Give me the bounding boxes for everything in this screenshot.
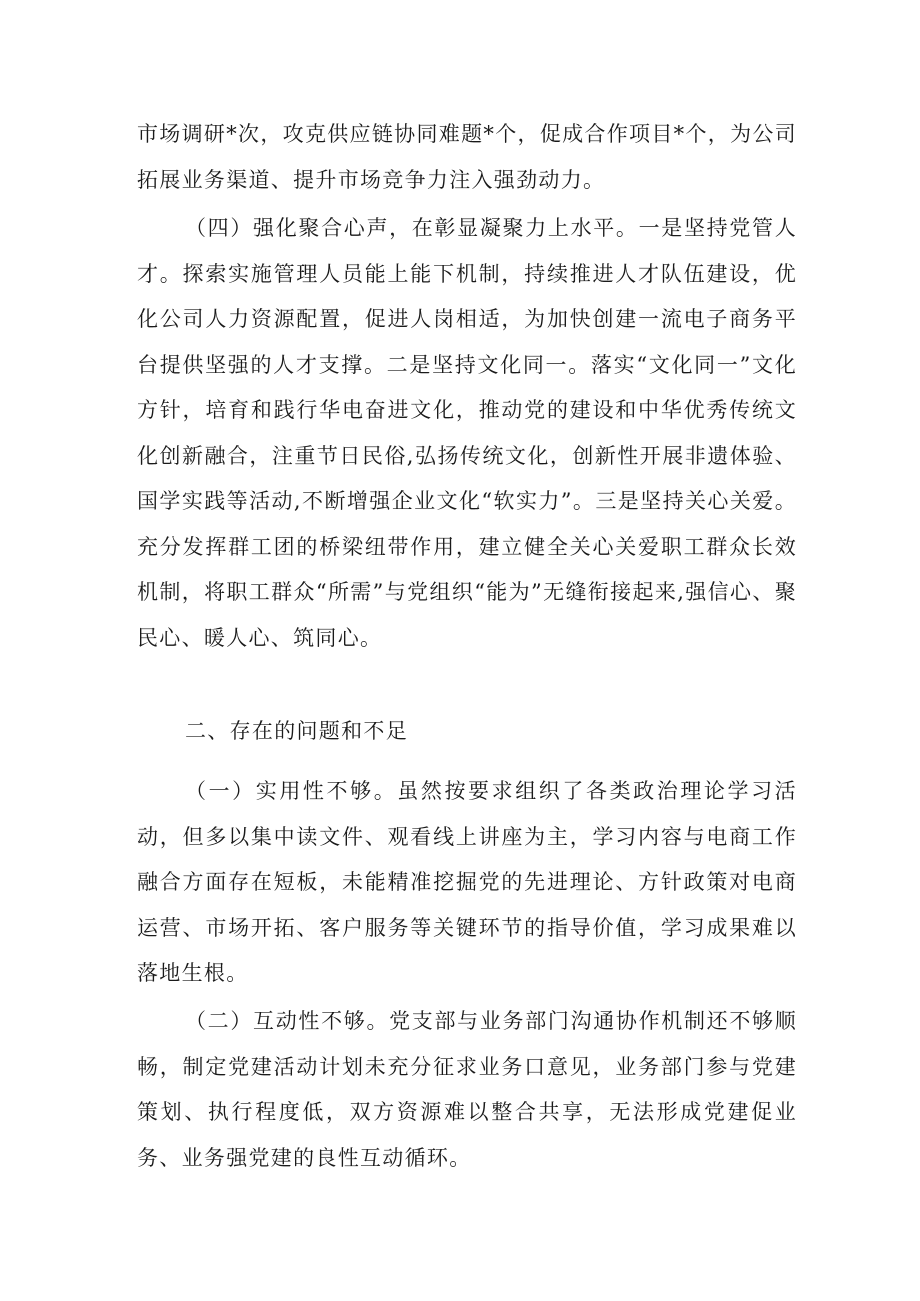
paragraph-continuation: 市场调研*次，攻克供应链协同难题*个，促成合作项目*个，为公司拓展业务渠道、提升市场竞争力注入强劲动力。 bbox=[137, 122, 797, 192]
issue-paragraph-interaction: （二）互动性不够。党支部与业务部门沟通协作机制还不够顺畅，制定党建活动计划未充分征求业务口意见，业务部门参与党建策划、执行程度低，双方资源难以整合共享，无法形成党建促业务、业务强党建的良性互动循环。 bbox=[137, 1009, 797, 1170]
paragraph-section-four: （四）强化聚合心声，在彰显凝聚力上水平。一是坚持党管人才。探索实施管理人员能上能下机制，持续推进人才队伍建设，优化公司人力资源配置，促进人岗相适，为加快创建一流电子商务平台提供坚强的人才支撑。二是坚持文化同一。落实“文化同一”文化方针，培育和践行华电奋进文化，推动党的建设和中华优秀传统文化创新融合，注重节日民俗,弘扬传统文化，创新性开展非遗体验、国学实践等活动,不断增强企业文化“软实力”。三是坚持关心关爱。充分发挥群工团的桥梁纽带作用，建立健全关心关爱职工群众长效机制，将职工群众“所需”与党组织“能为”无缝衔接起来,强信心、聚民心、暖人心、筑同心。 bbox=[137, 216, 797, 650]
section-heading: 二、存在的问题和不足 bbox=[185, 719, 408, 743]
issue-paragraph-practicality: （一）实用性不够。虽然按要求组织了各类政治理论学习活动，但多以集中读文件、观看线上讲座为主，学习内容与电商工作融合方面存在短板，未能精准挖掘党的先进理论、方针政策对电商运营、市场开拓、客户服务等关键环节的指导价值，学习成果难以落地生根。 bbox=[137, 779, 797, 985]
